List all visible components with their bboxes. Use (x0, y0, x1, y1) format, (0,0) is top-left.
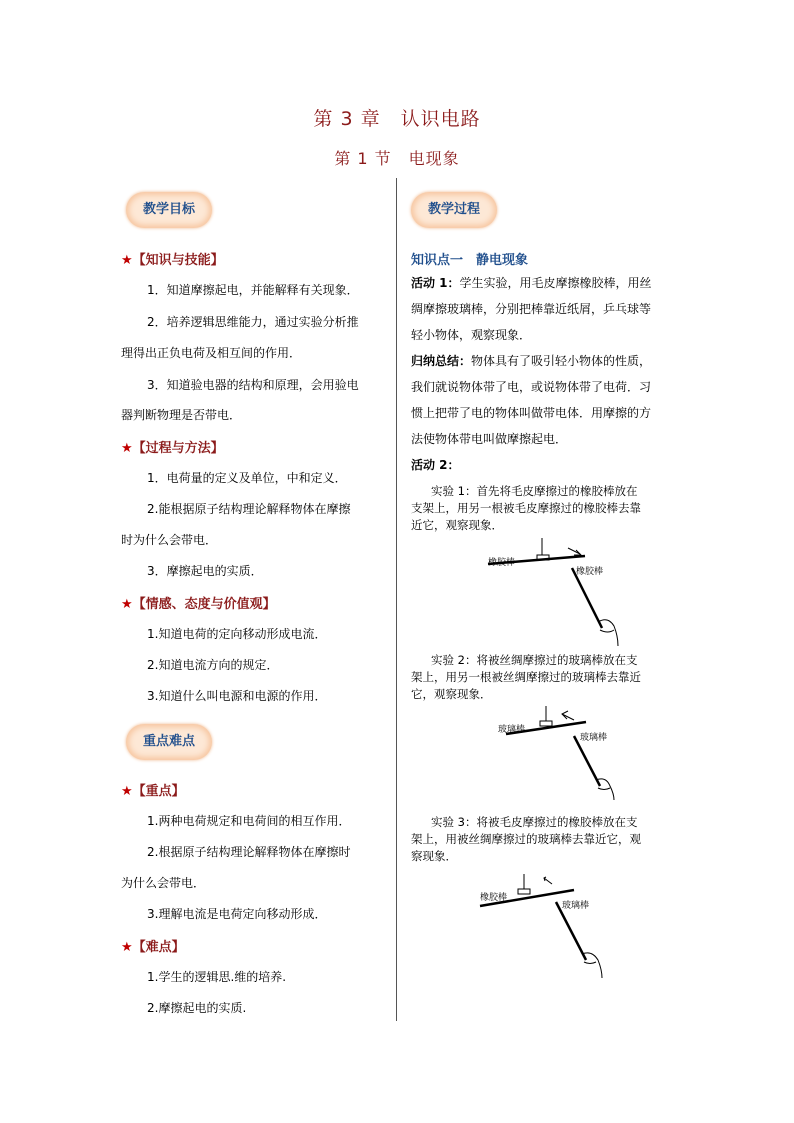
key-1: 1.两种电荷规定和电荷间的相互作用． (147, 814, 351, 828)
summary-text: 物体具有了吸引轻小物体的性质， (471, 354, 652, 368)
star-icon: ★ (121, 940, 133, 955)
heading-difficult-points (121, 936, 185, 955)
exp3-line3: 察现象． (411, 849, 457, 863)
exp2-line1: 实验 2：将被丝绸摩擦过的玻璃棒放在支 (431, 653, 638, 667)
activity1-line2: 绸摩擦玻璃棒，分别把棒靠近纸屑，乒乓球等 (411, 302, 652, 316)
activity1-line1 (411, 274, 652, 291)
goal-p2a: 2.能根据原子结构理论解释物体在摩擦 (147, 502, 351, 516)
heading-text: 【情感、态度与价值观】 (132, 597, 276, 612)
heading-text: 【重点】 (132, 784, 185, 799)
goal-p2b: 时为什么会带电． (121, 533, 218, 547)
difficult-1: 1.学生的逻辑思.维的培养. (147, 970, 287, 984)
summary-line3: 惯上把带了电的物体叫做带电体．用摩擦的方 (411, 406, 652, 420)
goal-k2a: 2．培养逻辑思维能力，通过实验分析推 (147, 315, 359, 329)
star-icon: ★ (121, 784, 133, 799)
goal-k3b: 器判断物理是否带电． (121, 408, 242, 422)
exp1-line2: 支架上，用另一根被毛皮摩擦过的橡胶棒去靠 (411, 501, 641, 515)
summary-line4: 法使物体带电叫做摩擦起电． (411, 432, 568, 446)
activity1-label: 活动 1： (411, 276, 460, 290)
heading-knowledge-skills (121, 249, 224, 268)
goal-e3: 3.知道什么叫电源和电源的作用． (147, 689, 327, 703)
goal-e1: 1.知道电荷的定向移动形成电流． (147, 627, 327, 641)
section-title: 第 1 节 电现象 (334, 149, 460, 168)
goal-k2b: 理得出正负电荷及相互间的作用． (121, 346, 302, 360)
heading-text: 【知识与技能】 (132, 253, 224, 268)
key-2a: 2.根据原子结构理论解释物体在摩擦时 (147, 845, 351, 859)
fig2-right-label: 玻璃棒 (580, 733, 608, 743)
chapter-title: 第 3 章 认识电路 (313, 108, 481, 130)
figure-rubber-glass (476, 868, 636, 986)
exp1-line3: 近它，观察现象． (411, 518, 503, 532)
activity1-text: 学生实验，用毛皮摩擦橡胶棒，用丝 (459, 276, 652, 290)
star-icon: ★ (121, 597, 133, 612)
goal-k3a: 3．知道验电器的结构和原理，会用验电 (147, 378, 359, 392)
badge-teaching-goals: 教学目标 (126, 192, 212, 228)
heading-emotion-values (121, 593, 276, 612)
exp3-line2: 架上，用被丝绸摩擦过的玻璃棒去靠近它，观 (411, 832, 641, 846)
exp3-line1: 实验 3：将被毛皮摩擦过的橡胶棒放在支 (431, 815, 638, 829)
goal-p3: 3．摩擦起电的实质． (147, 564, 263, 578)
column-divider (396, 178, 397, 1021)
star-icon: ★ (121, 253, 133, 268)
summary-line1 (411, 352, 651, 369)
fig3-left-label: 橡胶棒 (480, 893, 508, 903)
exp2-line2: 架上，用另一根被丝绸摩擦过的玻璃棒去靠近 (411, 670, 641, 684)
star-icon: ★ (121, 441, 133, 456)
knowledge-point-title: 知识点一 静电现象 (411, 253, 529, 268)
fig1-left-label: 橡胶棒 (488, 558, 516, 568)
goal-p1: 1．电荷量的定义及单位，中和定义． (147, 471, 347, 485)
heading-process-method (121, 437, 224, 456)
fig1-right-label: 橡胶棒 (576, 567, 604, 577)
key-3: 3.理解电流是电荷定向移动形成． (147, 907, 327, 921)
fig2-left-label: 玻璃棒 (498, 725, 526, 735)
heading-text: 【过程与方法】 (132, 441, 224, 456)
difficult-2: 2.摩擦起电的实质. (147, 1001, 247, 1015)
figure-rubber-rubber (480, 530, 640, 648)
heading-key-points (121, 780, 185, 799)
fig3-right-label: 玻璃棒 (562, 901, 590, 911)
summary-label: 归纳总结： (411, 354, 472, 368)
badge-teaching-process: 教学过程 (411, 192, 497, 228)
badge-key-difficult: 重点难点 (126, 724, 212, 760)
goal-k1: 1．知道摩擦起电，并能解释有关现象． (147, 283, 359, 297)
goal-e2: 2.知道电流方向的规定． (147, 658, 279, 672)
activity1-line3: 轻小物体，观察现象． (411, 328, 532, 342)
activity2-label: 活动 2： (411, 458, 460, 472)
key-2b: 为什么会带电． (121, 876, 206, 890)
heading-text: 【难点】 (132, 940, 185, 955)
exp1-line1: 实验 1：首先将毛皮摩擦过的橡胶棒放在 (431, 484, 638, 498)
exp2-line3: 它，观察现象． (411, 687, 492, 701)
figure-glass-glass (496, 700, 636, 800)
summary-line2: 我们就说物体带了电，或说物体带了电荷．习 (411, 380, 652, 394)
